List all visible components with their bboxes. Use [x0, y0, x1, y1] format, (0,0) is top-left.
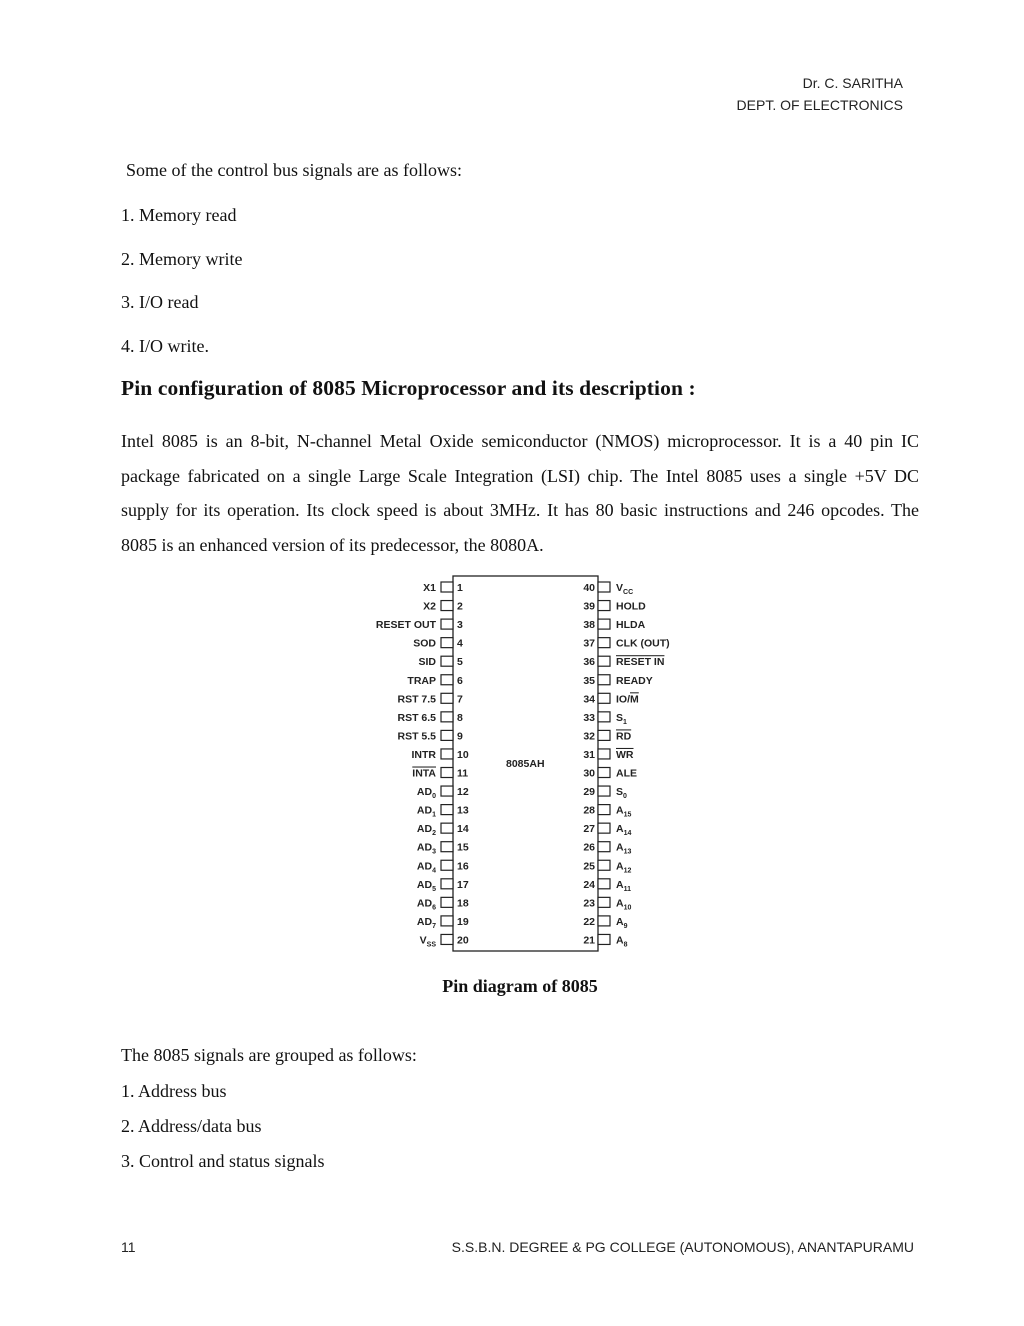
pin-number: 8	[457, 711, 463, 724]
pin-number: 28	[583, 804, 595, 817]
pin-name: INTA	[412, 767, 436, 780]
pin-number: 15	[457, 841, 469, 854]
pin-box	[441, 805, 453, 815]
pin-name: SID	[418, 656, 436, 669]
list-item: 2. Memory write	[121, 248, 243, 269]
pin-name: CLK (OUT)	[616, 637, 670, 650]
pin-name: X2	[423, 600, 436, 613]
pin-box	[598, 805, 610, 815]
pin-box	[441, 582, 453, 592]
pin-name: $AD_3$	[416, 841, 436, 856]
figure-caption: Pin diagram of 8085	[442, 976, 598, 996]
pin-number: 37	[583, 637, 595, 650]
pin-number: 39	[583, 600, 595, 613]
pin-box	[441, 842, 453, 852]
pin-name: $AD_2$	[416, 823, 436, 838]
pin-number: 24	[583, 878, 595, 891]
pin-number: 23	[583, 897, 595, 910]
list-item: 3. Control and status signals	[121, 1151, 325, 1171]
pin-number: 5	[457, 656, 463, 669]
pin-diagram-svg	[350, 572, 680, 957]
list-item: 2. Address/data bus	[121, 1116, 262, 1136]
groups-intro: The 8085 signals are grouped as follows:	[121, 1045, 417, 1065]
control-signal-list	[121, 203, 242, 377]
pin-box	[441, 934, 453, 944]
pin-number: 33	[583, 711, 595, 724]
pin-number: 31	[583, 748, 595, 761]
pin-box	[441, 786, 453, 796]
footer-college: S.S.B.N. DEGREE & PG COLLEGE (AUTONOMOUS), ANANTAPURAMU	[451, 1239, 914, 1255]
pin-box	[598, 860, 610, 870]
pin-name: READY	[616, 674, 653, 687]
pin-box	[441, 656, 453, 666]
pin-box	[598, 749, 610, 759]
pin-name: RESET OUT	[375, 619, 436, 632]
section-heading: Pin configuration of 8085 Microprocessor and its description :	[121, 376, 696, 400]
pin-number: 4	[457, 637, 463, 650]
pin-number: 30	[583, 767, 595, 780]
pin-number: 10	[457, 748, 469, 761]
pin-box	[441, 730, 453, 740]
pin-number: 22	[583, 915, 595, 928]
pin-box	[441, 897, 453, 907]
pin-box	[441, 638, 453, 648]
pin-name: RST 7.5	[397, 693, 436, 706]
pin-name: $S_1$	[616, 711, 627, 726]
pin-name: SOD	[413, 637, 436, 650]
pin-box	[598, 768, 610, 778]
pin-box	[598, 879, 610, 889]
pin-name: $V_{SS}$	[419, 934, 436, 949]
pin-name: $S_0$	[616, 786, 627, 801]
pin-box	[441, 823, 453, 833]
pin-name: $AD_5$	[416, 878, 436, 893]
pin-box	[598, 619, 610, 629]
list-item: 3. I/O read	[121, 292, 199, 312]
pin-name: ALE	[616, 767, 637, 780]
pin-number: 16	[457, 860, 469, 873]
pin-box	[441, 879, 453, 889]
chip-label: 8085AH	[506, 758, 545, 770]
pin-box	[598, 934, 610, 944]
pin-box	[441, 693, 453, 703]
pin-number: 36	[583, 656, 595, 669]
list-item: 4. I/O write.	[121, 335, 209, 356]
pin-name: RESET IN	[616, 656, 665, 669]
pin-box	[598, 897, 610, 907]
pin-box	[441, 916, 453, 926]
description-paragraph: Intel 8085 is an 8-bit, N-channel Metal Oxide semiconductor (NMOS) microprocessor. It is a 40 pin IC package fabricated on a single Large Scale Integration (LSI) chip. The Intel 8085 uses a single +5V DC supply for its operation. Its clock speed is about 3MHz. It has 80 basic instructions and 246 opcodes. The 8085 is an enhanced version of its predecessor, the 8080A.	[121, 431, 919, 555]
pin-name: RST 5.5	[397, 730, 436, 743]
pin-number: 1	[457, 582, 463, 594]
pin-name: HLDA	[616, 619, 646, 632]
pin-box	[598, 638, 610, 648]
pin-name: IO/M	[616, 693, 639, 706]
pin-name: $AD_4$	[416, 860, 436, 875]
pin-number: 38	[583, 619, 595, 632]
pin-number: 34	[583, 693, 595, 706]
pin-name: $AD_6$	[416, 897, 436, 912]
pin-name: WR	[616, 748, 634, 761]
pin-name: $A_{11}$	[616, 878, 631, 893]
pin-name: HOLD	[616, 600, 646, 613]
page-number: 11	[121, 1239, 136, 1255]
pin-name: $AD_1$	[416, 804, 436, 819]
pin-number: 20	[457, 934, 469, 947]
pin-name: $AD_0$	[416, 786, 436, 801]
pin-number: 32	[583, 730, 595, 743]
pin-number: 19	[457, 915, 469, 928]
pin-box	[441, 860, 453, 870]
pin-box	[441, 712, 453, 722]
pin-box	[598, 693, 610, 703]
pin-number: 2	[457, 600, 463, 613]
pin-name: TRAP	[407, 674, 436, 687]
pin-number: 9	[457, 730, 463, 743]
pin-name: $AD_7$	[416, 915, 436, 930]
pin-number: 25	[583, 860, 595, 873]
pin-box	[598, 656, 610, 666]
pin-number: 29	[583, 786, 595, 799]
pin-name: $A_{15}$	[616, 804, 632, 819]
pin-number: 18	[457, 897, 469, 910]
pin-box	[598, 712, 610, 722]
pin-number: 26	[583, 841, 595, 854]
header-dept: DEPT. OF ELECTRONICS	[736, 97, 903, 113]
pin-box	[598, 582, 610, 592]
pin-number: 3	[457, 619, 463, 632]
pin-name: RD	[616, 730, 632, 743]
pin-number: 40	[583, 582, 595, 594]
pin-number: 12	[457, 786, 469, 799]
pin-box	[441, 768, 453, 778]
pin-box	[598, 842, 610, 852]
page-header	[737, 72, 903, 116]
pin-number: 27	[583, 823, 595, 836]
signal-group-list	[121, 1079, 325, 1184]
pin-name: $A_8$	[616, 934, 628, 949]
pin-diagram	[350, 572, 680, 962]
pin-box	[441, 675, 453, 685]
pin-name: $V_{CC}$	[616, 582, 634, 596]
pin-number: 6	[457, 674, 463, 687]
pin-box	[598, 786, 610, 796]
pin-name: $A_{14}$	[616, 823, 632, 838]
list-item: 1. Memory read	[121, 205, 237, 225]
list-item: 1. Address bus	[121, 1081, 227, 1101]
pin-number: 17	[457, 878, 469, 891]
pin-number: 11	[457, 767, 469, 780]
pin-name: $A_{12}$	[616, 860, 632, 875]
pin-name: $A_{13}$	[616, 841, 632, 856]
pin-box	[441, 619, 453, 629]
pin-box	[598, 601, 610, 611]
pin-box	[598, 916, 610, 926]
pin-name: RST 6.5	[397, 711, 436, 724]
pin-name: INTR	[411, 748, 436, 761]
pin-box	[598, 675, 610, 685]
pin-number: 13	[457, 804, 469, 817]
pin-box	[598, 730, 610, 740]
pin-box	[441, 749, 453, 759]
pin-number: 35	[583, 674, 595, 687]
pin-number: 21	[583, 934, 595, 947]
pin-number: 14	[457, 823, 469, 836]
pin-box	[441, 601, 453, 611]
header-author: Dr. C. SARITHA	[802, 75, 903, 91]
pin-number: 7	[457, 693, 463, 706]
pin-name: $A_{10}$	[616, 897, 632, 912]
pin-name: $A_9$	[616, 915, 628, 930]
intro-text: Some of the control bus signals are as follows:	[126, 160, 462, 180]
pin-box	[598, 823, 610, 833]
pin-name: X1	[423, 582, 436, 594]
